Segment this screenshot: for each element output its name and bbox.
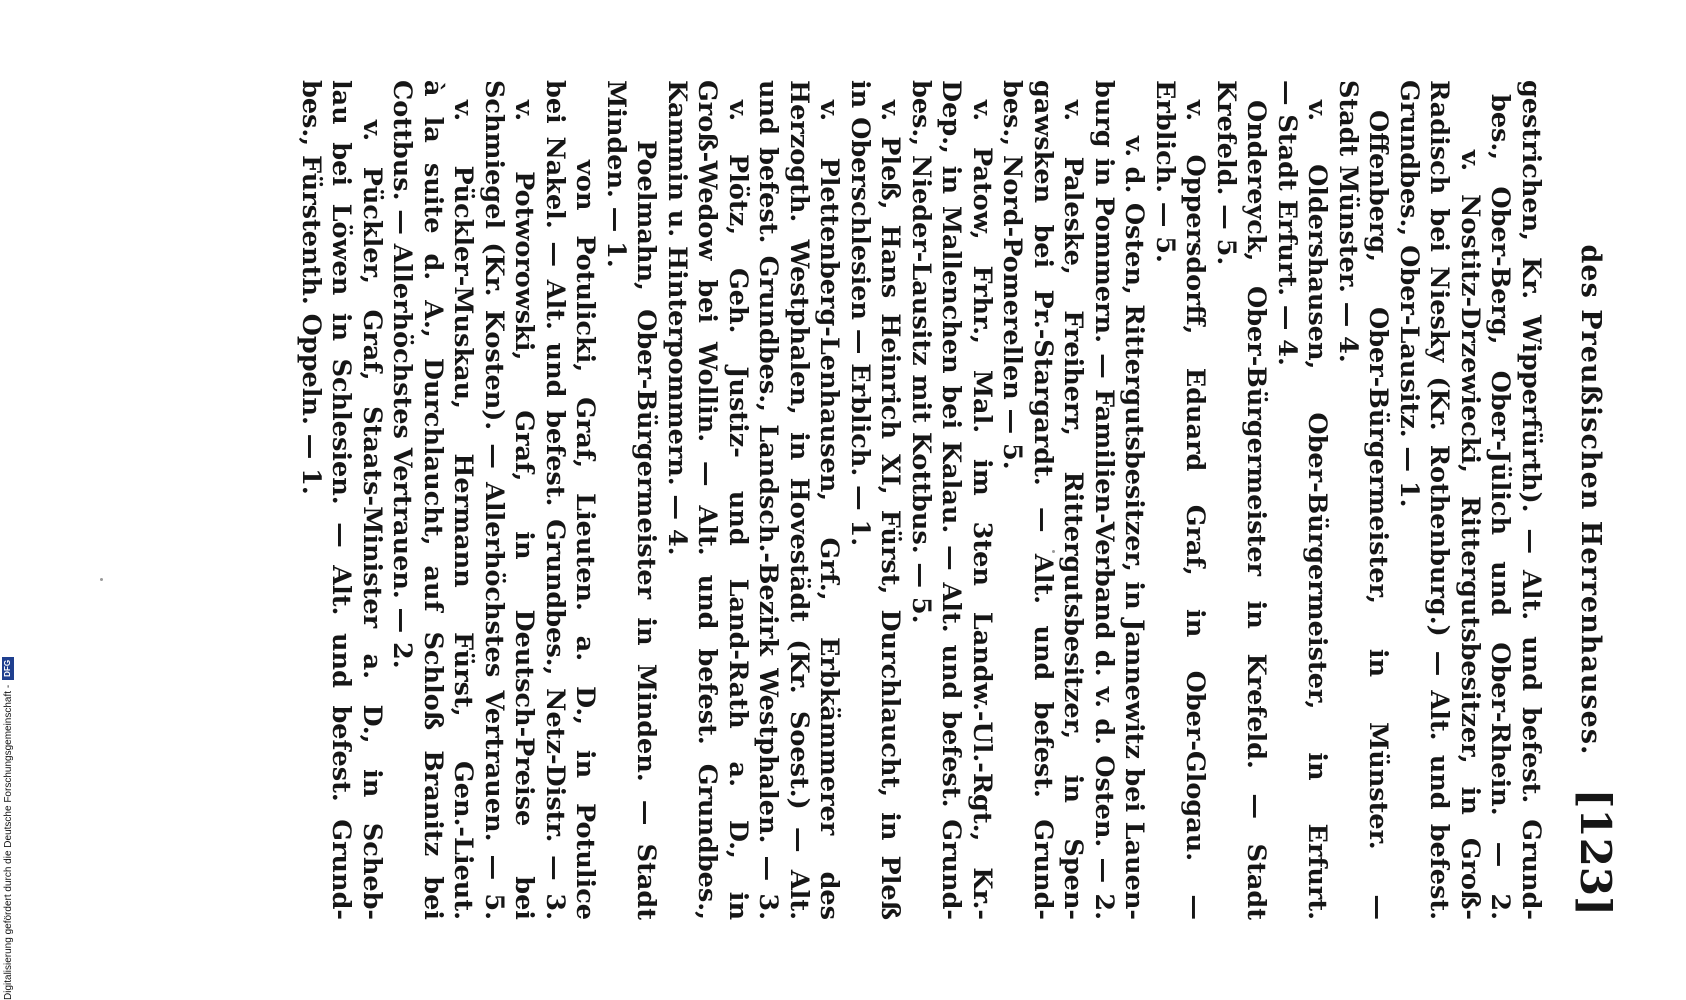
body-text: [296, 80, 1547, 920]
text-line: à la suite d. A., Durchlaucht, auf Schloß Branitz bei: [418, 80, 448, 920]
text-line: von Potulicki, Graf, Lieuten. a. D., in Potulice: [570, 160, 601, 920]
text-line: v. Pleß, Hans Heinrich XI, Fürst, Durchlaucht, in Pleß: [875, 100, 906, 920]
page-number: [123]: [1571, 788, 1620, 916]
text-line: bes., Fürstenth. Oppeln. — 1.: [296, 80, 326, 495]
text-line: lau bei Löwen in Schlesien. — Alt. und befest. Grund-: [326, 80, 357, 920]
footer-note: Digitalisierung gefördert durch die Deutsche Forschungsgemeinschaft -: [2, 684, 14, 1000]
text-line: v. Pückler-Muskau, Hermann Fürst, Gen.-Lieut.: [448, 100, 479, 920]
text-line: Radisch bei Niesky (Kr. Rothenburg.) — Alt. und befest.: [1424, 80, 1455, 920]
text-line: Herzogth. Westphalen, in Hovestädt (Kr. Soest.) — Alt.: [784, 80, 814, 920]
text-line: bes., Nieder-Lausitz mit Kottbus. — 5.: [906, 80, 936, 624]
text-line: gestrichen, Kr. Wipperfürth). — Alt. und befest. Grund-: [1516, 80, 1546, 920]
text-line: v. d. Osten, Rittergutsbesitzer, in Jannewitz bei Lauen-: [1119, 136, 1150, 920]
text-line: v. Pückler, Graf, Staats-Minister a. D., in Scheb-: [357, 120, 387, 920]
scan-speck: [100, 578, 103, 581]
text-line: v. Nostitz-Drzewiecki, Rittergutsbesitzer, in Groß-: [1455, 150, 1485, 920]
text-line: v. Potworowski, Graf, in Deutsch-Preise bei: [509, 100, 540, 920]
text-line: v. Paleske, Freiherr, Rittergutsbesitzer, in Spen-: [1058, 100, 1089, 920]
text-line: Stadt Münster. — 4.: [1333, 80, 1363, 363]
page-header: [1560, 80, 1620, 920]
text-line: und befest. Grundbes., Landsch.-Bezirk Westphalen. — 3.: [753, 80, 784, 920]
text-line: Cottbus. — Allerhöchstes Vertrauen. — 2.: [387, 80, 418, 669]
text-line: Minden. — 1.: [601, 80, 631, 268]
text-line: in Oberschlesien — Erblich. — 1.: [845, 80, 875, 547]
text-line: Krefeld. — 5.: [1211, 80, 1241, 266]
text-line: Offenberg, Ober-Bürgermeister, in Münster. —: [1363, 110, 1394, 920]
text-line: Schmiegel (Kr. Kosten). — Allerhöchstes Vertrauen. — 5.: [479, 80, 509, 920]
text-line: bes., Ober-Berg, Ober-Jülich und Ober-Rhein. — 2.: [1485, 94, 1516, 920]
text-line: v. Oldershausen, Ober-Bürgermeister, in Erfurt.: [1302, 100, 1333, 920]
text-line: v. Patow, Frhr., Mal. im 3ten Landw.-Ul.-Rgt., Kr.-: [967, 100, 997, 920]
text-line: Poelmahn, Ober-Bürgermeister in Minden. — Stadt: [631, 140, 662, 920]
text-line: burg in Pommern. — Familien-Verband d. v. d. Osten. — 2.: [1089, 80, 1119, 920]
text-line: Grundbes., Ober-Lausitz. — 1.: [1394, 80, 1424, 508]
text-line: bei Nakel. — Alt. und befest. Grundbes., Netz-Distr. — 3.: [540, 80, 570, 920]
text-line: Kammin u. Hinterpommern. — 4.: [662, 80, 692, 556]
text-line: — Stadt Erfurt. — 4.: [1272, 80, 1302, 366]
text-line: bes., Nord-Pomerellen — 5.: [997, 80, 1028, 470]
text-line: Groß-Wedow bei Wollin. — Alt. und befest. Grundbes.,: [692, 80, 723, 920]
running-head: des Preußischen Herrenhauses.: [1575, 244, 1606, 756]
text-line: Ondereyck, Ober-Bürgermeister in Krefeld. — Stadt: [1241, 100, 1272, 920]
text-line: v. Plötz, Geh. Justiz- und Land-Rath a. D., in: [723, 100, 753, 920]
text-line: v. Oppersdorff, Eduard Graf, in Ober-Glogau. —: [1180, 100, 1211, 920]
dfg-logo: DFG: [2, 657, 14, 680]
book-page: [190, 80, 1620, 920]
text-line: v. Plettenberg-Lenhausen, Grf., Erbkämmerer des: [814, 100, 845, 920]
text-line: gawsken bei Pr.-Stargardt. — Alt. und befest. Grund-: [1028, 80, 1058, 920]
text-line: Erblich. — 5.: [1150, 80, 1180, 263]
text-line: Dep., in Mallenchen bei Kalau. — Alt. und befest. Grund-: [936, 80, 967, 920]
digitization-footer: [2, 657, 14, 1000]
